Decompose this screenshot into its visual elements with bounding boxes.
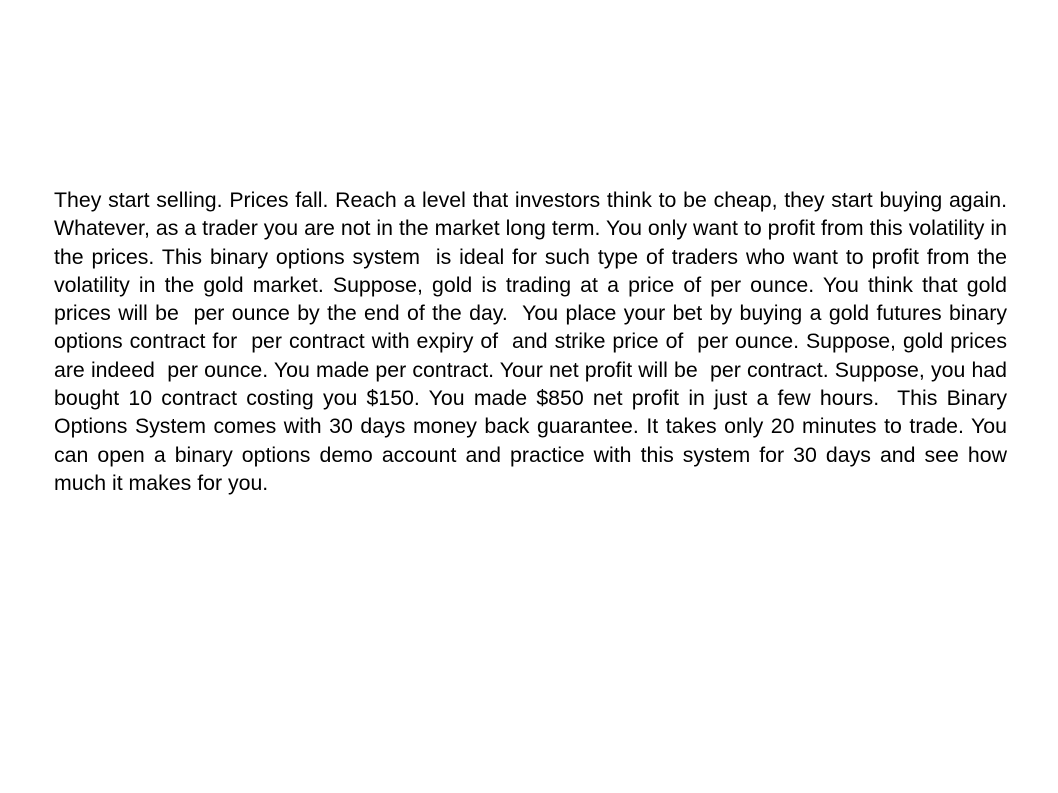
body-paragraph: They start selling. Prices fall. Reach a level that investors think to be cheap, they start buying again. Whatever, as a trader you are not in the market long term. You only want to profit from this volatility in the prices. This binary options system is ideal for such type of traders who want to profit from the volatility in the gold market. Suppose, gold is trading at a price of per ounce. You think that gold prices will be per ounce by the end of the day. You place your bet by buying a gold futures binary options contract for per contract with expiry of and strike price of per ounce. Suppose, gold prices are indeed per ounce. You made per contract. Your net profit will be per contract. Suppose, you had bought 10 contract costing you $150. You made $850 net profit in just a few hours. This Binary Options System comes with 30 days money back guarantee. It takes only 20 minutes to trade. You can open a binary options demo account and practice with this system for 30 days and see how much it makes for you. bbox=[54, 188, 1013, 495]
